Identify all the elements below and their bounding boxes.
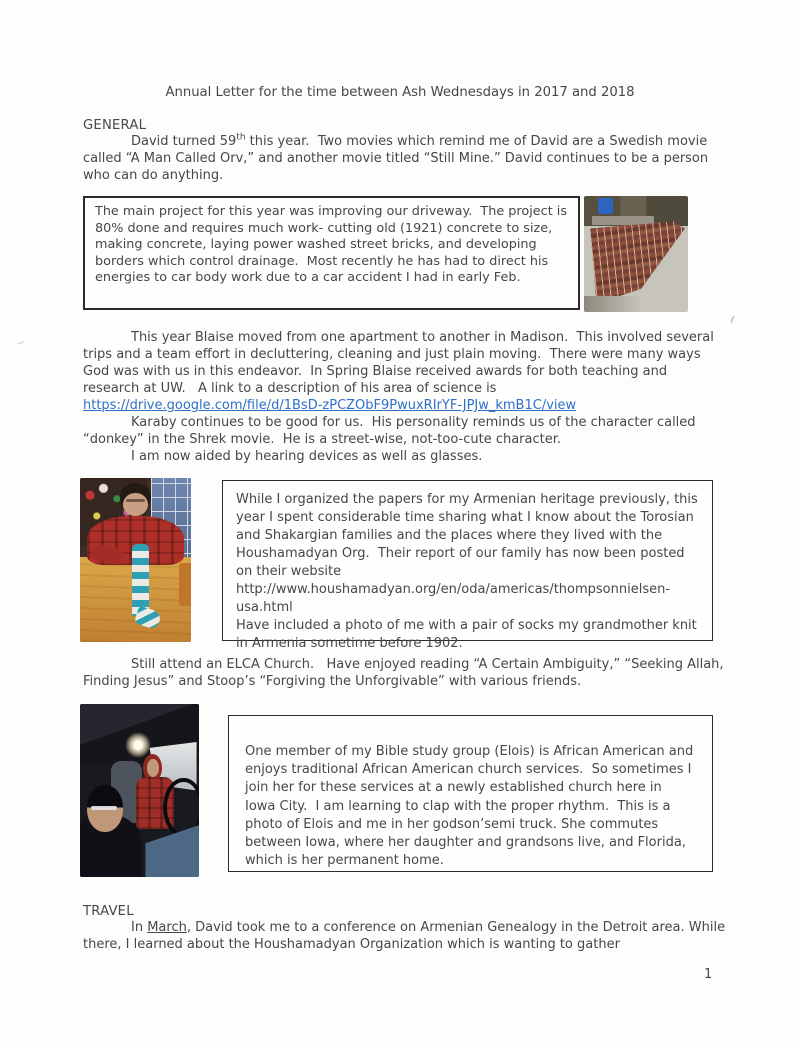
paragraph-david xyxy=(83,133,721,184)
socks-photo-face xyxy=(123,493,147,516)
science-link[interactable]: https://drive.google.com/file/d/1BsD-zPCZObF9PwuxRIrYF-JPJw_kmB1C/view xyxy=(83,398,577,413)
paragraph-church-books: Still attend an ELCA Church. Have enjoyed reading “A Certain Ambiguity,” “Seeking Allah, Finding Jesus” and Stoop’s “Forgiving the Unforgivable” with various friends. xyxy=(83,657,728,689)
paragraph-david-text-b: this year. Two movies which remind me of David are a Swedish movie called “A Man Called Orv,” and another movie titled “Still Mine.” David continues to be a person who can do anything. xyxy=(83,134,713,183)
scan-speck-right xyxy=(730,315,741,326)
paragraph-david-text-a: David turned 59 xyxy=(131,134,237,149)
travel-month-underlined: March xyxy=(147,920,187,935)
armenian-heritage-box xyxy=(222,480,713,651)
truck-photo xyxy=(80,704,199,877)
truck-photo-foreground-glasses xyxy=(91,806,117,810)
paragraph-blaise: This year Blaise moved from one apartment to another in Madison. This involved several trips and a team effort in decluttering, cleaning and just plain moving. There were many ways God was with us in this endeavor. In Spring Blaise received awards for both teaching and research at UW. A link to a description of his area of science is xyxy=(83,330,718,396)
armenian-box-url: http://www.houshamadyan.org/en/oda/americas/thompsonnielsen-usa.html xyxy=(236,582,671,615)
truck-photo-dome-light xyxy=(125,732,151,758)
paragraph-travel xyxy=(83,919,743,953)
driveway-photo-shadow xyxy=(584,296,641,312)
armenian-box-text1: While I organized the papers for my Armenian heritage previously, this year I spent considerable time sharing what I know about the Torosian and Shakargian families and the places where they lived with the Houshamadyan Org. Their report of our family has now been posted on their website xyxy=(236,492,702,579)
travel-text-b: , David took me to a conference on Armenian Genealogy in the Detroit area. While there, I learned about the Houshamadyan Organization which is wanting to gather xyxy=(83,920,730,952)
truck-photo-driver-face xyxy=(147,759,159,776)
scan-speck-left xyxy=(15,337,25,345)
section-heading-travel: TRAVEL xyxy=(83,904,134,919)
blaise-section xyxy=(83,329,723,465)
socks-photo-chair xyxy=(179,563,191,606)
driveway-photo-blue-object xyxy=(598,198,613,214)
socks-photo-glasses xyxy=(126,499,146,502)
travel-text-a: In xyxy=(131,920,148,935)
ordinal-suffix: th xyxy=(236,132,246,143)
driveway-photo xyxy=(584,196,688,312)
armenian-box-text2: Have included a photo of me with a pair of socks my grandmother knit in Armenia sometime before 1902. xyxy=(236,618,701,651)
driveway-photo-plank xyxy=(592,216,654,225)
bible-study-box: One member of my Bible study group (Elois) is African American and enjoys traditional African American church services. So sometimes I join her for these services at a newly established church here in Iowa City. I am learning to clap with the proper rhythm. This is a photo of Elois and me in her godson’semi truck. She commutes between Iowa, where her daughter and grandsons live, and Florida, which is her permanent home. xyxy=(228,715,713,872)
driveway-project-box: The main project for this year was improving our driveway. The project is 80% done and requires much work- cutting old (1921) concrete to size, making concrete, laying power washed street bricks, and developing borders which control drainage. Most recently he has had to direct his energies to car body work due to a car accident I had in early Feb. xyxy=(83,196,580,310)
paragraph-hearing: I am now aided by hearing devices as well as glasses. xyxy=(131,449,483,464)
socks-photo xyxy=(80,478,191,642)
paragraph-karaby: Karaby continues to be good for us. His personality reminds us of the character called “donkey” in the Shrek movie. He is a street-wise, not-too-cute character. xyxy=(83,415,700,447)
section-heading-general: GENERAL xyxy=(83,118,147,133)
page-number: 1 xyxy=(704,967,713,982)
socks-photo-striped-sock xyxy=(132,544,149,616)
page-title: Annual Letter for the time between Ash Wednesdays in 2017 and 2018 xyxy=(165,85,635,100)
